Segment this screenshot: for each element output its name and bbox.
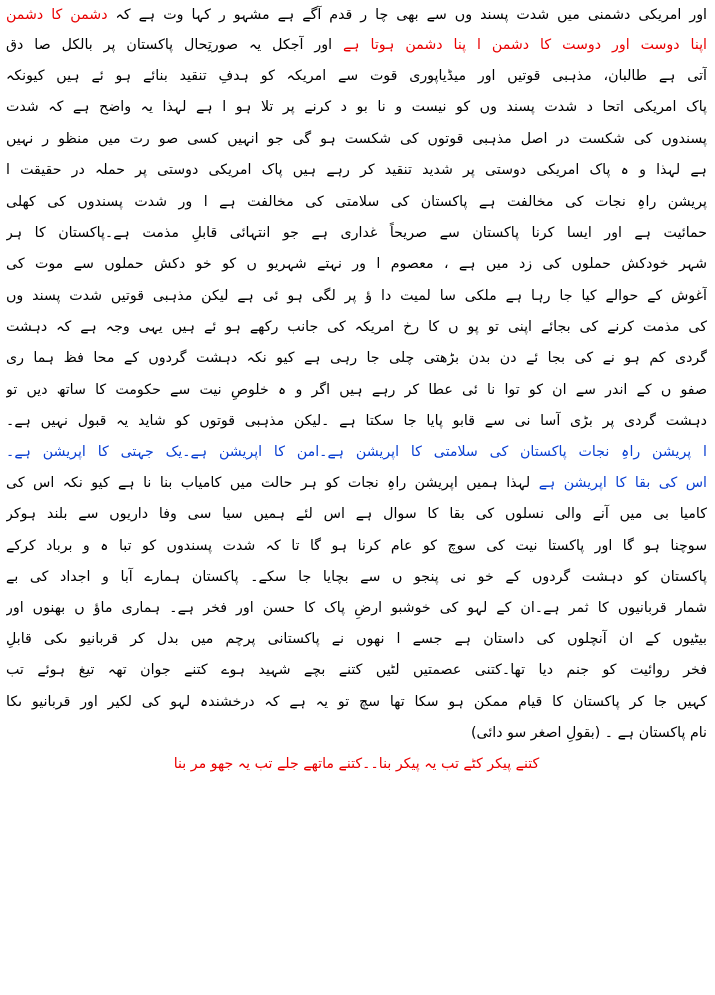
paragraph-line: شہر خودکش حملوں کی زد میں ہے ، معصوم ا ور نہتے شہریو ں کو خو دکش حملوں سے موت کی	[6, 256, 707, 272]
paragraph-line	[6, 0, 707, 30]
paragraph-line: پاک امریکی اتحا د شدت پسند وں کو نیست و نا بو د کرنے پر تلا ہو ا ہے لہذا یہ واضح ہے کہ شدت	[6, 99, 707, 115]
paragraph-line: آتی ہے طالبان، مذہبی قوتیں اور میڈیاپوری قوت سے امریکہ کو ہدفِ تنقید بنائے ہو ئے ہیں کیونکہ	[6, 68, 707, 84]
paragraph-line: صفو ں کے اندر سے ان کو توا نا ئی عطا کر رہے ہیں اگر و ہ خلوصِ نیت سے حکومت کا ساتھ دیں تو	[6, 382, 707, 398]
paragraph-line: گردی کم ہو نے کی بجا ئے دن بدن بڑھتی چلی جا رہی ہے کیو نکہ دہشت گردوں کے محا فظ ہما ری	[6, 350, 707, 366]
paragraph-line: کہیں جا کر پاکستان کا قیام ممکن ہو سکا تھا سچ تو یہ ہے کہ درخشندہ لہو کی لکیر اور قربانیو ںکا	[6, 694, 707, 710]
paragraph-line: سوچنا ہو گا اور پاکستا نیت کی سوچ کو عام کرنا ہو گا تا کہ شدت پسندوں کو تبا ہ و برباد کرکے	[6, 538, 707, 554]
highlighted-text: اپنا دوست اور دوست کا دشمن ا پنا دشمن ہوتا ہے	[342, 37, 707, 53]
paragraph-line: حمائیت ہے اور ایسا کرنا پاکستان سے صریحاً غداری ہے جو انتہائی قابلِ مذمت ہے۔پاکستان کا ہر	[6, 225, 707, 241]
highlighted-text: دشمن کا دشمن	[6, 7, 108, 23]
paragraph-line: شمار قربانیوں کا ثمر ہے۔ان کے لہو کی خوشبو ارضِ پاک کا حسن اور فخر ہے۔ ہماری ماؤ ں بھنوں اور	[6, 600, 707, 616]
paragraph-line: دہشت گردی پر بڑی آسا نی سے قابو پایا جا سکتا ہے ۔لیکن مذہبی قوتوں کو شاید یہ قبول نہیں ہے۔	[6, 413, 707, 429]
paragraph-line: بیٹیوں کے ان آنچلوں کی داستان ہے جسے ا نھوں نے پاکستانی پرچم میں بدل کر قربانیو ںکی قابلِ	[6, 631, 707, 647]
paragraph-line: ہے لہذا و ہ پاک امریکی دوستی پر شدید تنقید کر رہے ہیں پاک امریکی دوستی پر حملہ در حقیقت ا	[6, 162, 707, 178]
paragraph-line: پریشن راہِ نجات کی مخالفت ہے پاکستان کی سلامتی کی مخالفت ہے ا ور شدت پسندوں کی کھلی	[6, 194, 707, 210]
paragraph-line: کامیا بی میں آنے والی نسلوں کی بقا کا سوال ہے اس لئے ہمیں سیا سی وفا داریوں سے بلند ہوکر	[6, 506, 707, 522]
text-run: لہذا ہمیں اپریشن راہِ نجات کو ہر حالت میں کامیاب بنا نا ہے کیو نکہ اس کی	[6, 475, 539, 491]
highlighted-text: اس کی بقا کا اپریشن ہے	[538, 475, 707, 491]
paragraph-line: پسندوں کی شکست در اصل مذہبی قوتوں کی شکست ہو گی جو انہیں کسی صو رت میں منظو ر نہیں	[6, 131, 707, 147]
paragraph-line: پاکستان کو دہشت گردوں کے خو نی پنجو ں سے بچایا جا سکے۔ پاکستان ہمارے آبا و اجداد کی بے	[6, 569, 707, 585]
paragraph-line	[6, 30, 707, 60]
text-run: اور امریکی دشمنی میں شدت پسند وں سے بھی چا ر قدم آگے ہے مشہو ر کہا وت ہے کہ	[107, 7, 707, 23]
highlighted-line: ا پریشن راہِ نجات پاکستان کی سلامتی کا اپریشن ہے۔امن کا اپریشن ہے۔یک جہتی کا اپریشن ہے۔	[6, 444, 707, 460]
paragraph-line: آغوش کے حوالے کیا جا رہا ہے ملکی سا لمیت دا ؤ پر لگی ہو ئی ہے لیکن مذہبی قوتیں شدت پسند وں	[6, 288, 707, 304]
paragraph-line: نام پاکستان ہے ۔ (بقولِ اصغر سو دائی)	[470, 725, 707, 741]
text-run: اور آجکل یہ صورتِحال پاکستان پر بالکل صا دق	[6, 37, 343, 53]
closing-couplet: کتنے پیکر کٹے تب یہ پیکر بنا۔۔کتنے ماتھے جلے تب یہ جھو مر بنا	[173, 756, 540, 772]
paragraph-line: فخر روائیت کو جنم دیا تھا۔کتنی عصمتیں لٹیں کتنے بچے شہید ہوے کتنے جوان تھہ تیغ ہوئے تب	[6, 662, 707, 678]
paragraph-line	[6, 468, 707, 498]
paragraph-line: کی مذمت کرنے کی بجائے اپنی تو پو ں کا رخ امریکہ کی جانب رکھے ہو ئے ہیں یہی وجہ ہے کہ دہشت	[6, 319, 707, 335]
